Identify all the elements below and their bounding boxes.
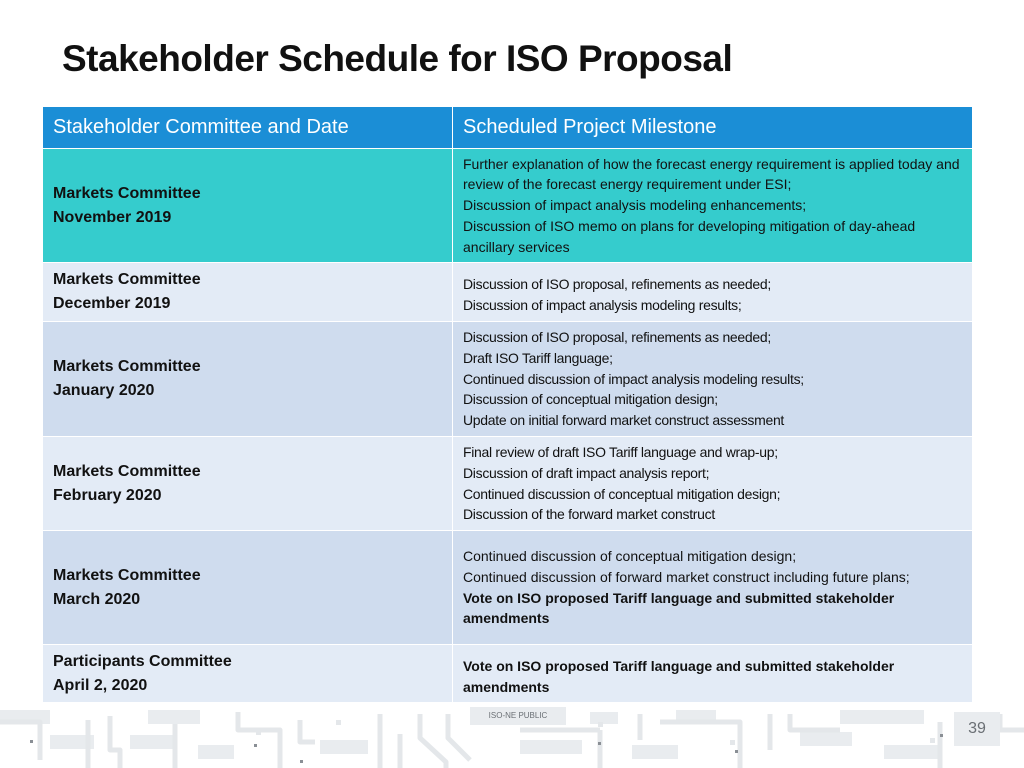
table-row [43,437,973,531]
footer-public-tag: ISO-NE PUBLIC [470,707,566,725]
committee-cell [43,645,453,703]
milestone-item: Discussion of impact analysis modeling enhancements; [463,197,807,214]
committee-name: Markets Committee [53,358,201,375]
milestone-item-vote: Vote on ISO proposed Tariff language and submitted stakeholder amendments [463,589,895,627]
committee-name: Markets Committee [53,271,201,288]
committee-date: November 2019 [53,208,172,226]
milestone-item: Discussion of impact analysis modeling results; [463,297,742,313]
milestone-cell [453,531,973,645]
slide-title: Stakeholder Schedule for ISO Proposal [62,38,733,79]
table-row [43,263,973,322]
committee-cell [43,437,453,531]
header-milestone: Scheduled Project Milestone [453,107,973,149]
committee-date: March 2020 [53,590,141,608]
milestone-item: Continued discussion of forward market construct including future plans; [463,568,910,585]
milestone-cell [453,263,973,322]
table-header-row [43,107,973,149]
committee-name: Markets Committee [53,462,201,480]
committee-date: December 2019 [53,295,171,312]
milestone-item: Discussion of draft impact analysis report; [463,464,710,481]
milestone-item: Draft ISO Tariff language; [463,349,613,366]
milestone-item: Continued discussion of conceptual mitigation design; [463,547,797,564]
milestone-item: Discussion of conceptual mitigation design; [463,391,718,408]
table-row [43,531,973,645]
milestone-cell [453,149,973,263]
milestone-item-vote: Vote on ISO proposed Tariff language and submitted stakeholder amendments [463,657,895,695]
committee-name: Markets Committee [53,184,201,202]
committee-cell [43,263,453,322]
table-row [43,322,973,437]
page-number: 39 [954,712,1000,746]
committee-date: January 2020 [53,382,155,399]
table-row [43,645,973,703]
schedule-table [42,106,973,703]
header-committee-date: Stakeholder Committee and Date [43,107,453,149]
milestone-item: Discussion of the forward market construct [463,506,715,523]
milestone-item: Continued discussion of impact analysis modeling results; [463,370,804,387]
milestone-item: Discussion of ISO memo on plans for developing mitigation of day-ahead ancillary services [463,217,916,255]
committee-cell [43,531,453,645]
milestone-item: Discussion of ISO proposal, refinements as needed; [463,329,771,345]
milestone-item: Further explanation of how the forecast energy requirement is applied today and review of the forecast energy requirement under ESI; [463,155,960,193]
committee-name: Participants Committee [53,652,232,670]
milestone-item: Update on initial forward market construct assessment [463,412,785,429]
milestone-item: Discussion of ISO proposal, refinements as needed; [463,276,771,293]
committee-cell [43,149,453,263]
milestone-item: Final review of draft ISO Tariff language and wrap-up; [463,443,778,460]
milestone-cell [453,645,973,703]
committee-date: April 2, 2020 [53,676,148,694]
milestone-cell [453,322,973,437]
committee-cell [43,322,453,437]
committee-name: Markets Committee [53,566,201,584]
committee-date: February 2020 [53,486,162,504]
milestone-cell [453,437,973,531]
table-row [43,149,973,263]
milestone-item: Continued discussion of conceptual mitigation design; [463,485,781,502]
